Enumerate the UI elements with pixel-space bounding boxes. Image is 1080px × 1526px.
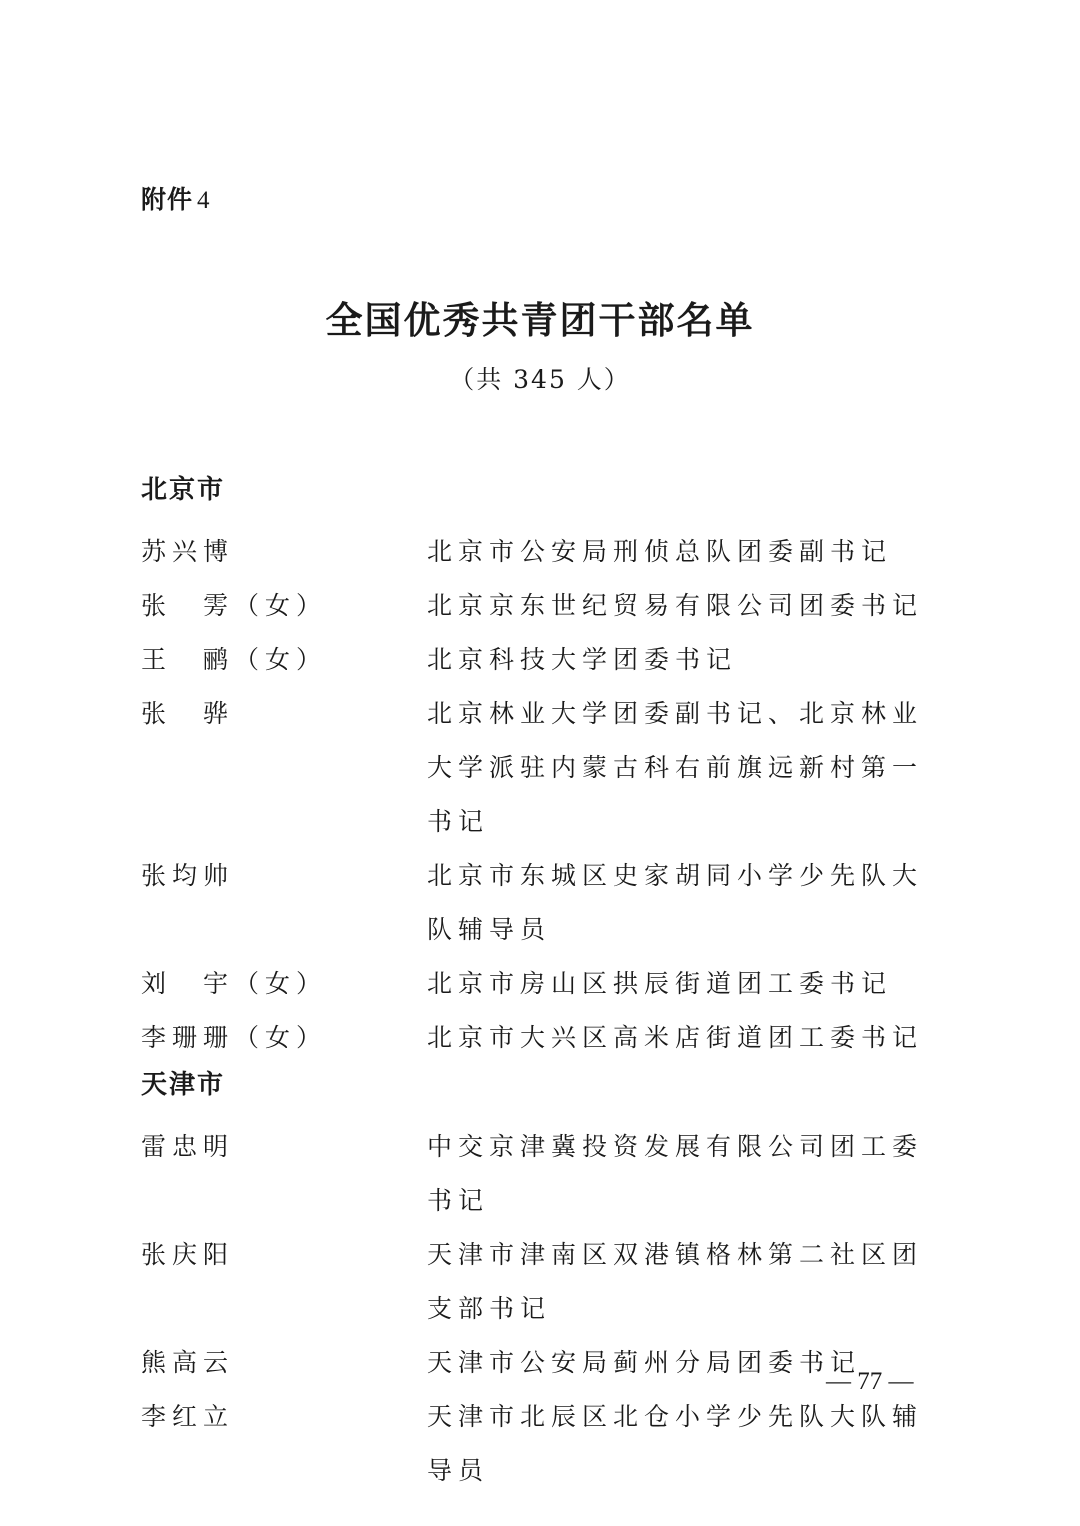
person-unit: 北京市房山区拱辰街道团工委书记 bbox=[427, 969, 893, 998]
list-item bbox=[141, 1011, 941, 1065]
person-unit: 天津市公安局蓟州分局团委书记 bbox=[427, 1348, 862, 1377]
attachment-label-text: 附件 bbox=[141, 185, 194, 214]
person-unit: 北京林业大学团委副书记、北京林业大学派驻内蒙古科右前旗远新村第一书记 bbox=[427, 699, 924, 836]
list-item bbox=[141, 1336, 941, 1390]
person-unit: 北京市公安局刑侦总队团委副书记 bbox=[427, 537, 893, 566]
person-name: 刘 宇（女） bbox=[141, 969, 328, 998]
person-unit: 北京京东世纪贸易有限公司团委书记 bbox=[427, 591, 924, 620]
person-name: 张庆阳 bbox=[141, 1240, 235, 1269]
document-subtitle: （共 345 人） bbox=[449, 365, 631, 394]
person-unit: 北京市东城区史家胡同小学少先队大队辅导员 bbox=[427, 861, 924, 944]
honoree-list bbox=[141, 470, 941, 1498]
document-title: 全国优秀共青团干部名单 bbox=[325, 298, 755, 342]
list-item bbox=[141, 579, 941, 633]
list-item bbox=[141, 1120, 941, 1228]
person-unit: 北京市大兴区高米店街道团工委书记 bbox=[427, 1023, 924, 1052]
page-number: — 77 — bbox=[826, 1368, 914, 1395]
list-item bbox=[141, 849, 941, 957]
person-unit: 北京科技大学团委书记 bbox=[427, 645, 738, 674]
attachment-label bbox=[141, 180, 211, 216]
person-unit: 中交京津冀投资发展有限公司团工委书记 bbox=[427, 1132, 924, 1215]
person-name: 雷忠明 bbox=[141, 1132, 235, 1161]
list-item bbox=[141, 633, 941, 687]
list-item bbox=[141, 525, 941, 579]
list-item bbox=[141, 957, 941, 1011]
person-name: 张 骅 bbox=[141, 699, 235, 728]
list-item bbox=[141, 687, 941, 849]
region-heading-beijing: 北京市 bbox=[141, 475, 226, 505]
list-item bbox=[141, 1228, 941, 1336]
attachment-number: 4 bbox=[197, 187, 211, 214]
person-name: 李红立 bbox=[141, 1402, 235, 1431]
person-name: 苏兴博 bbox=[141, 537, 235, 566]
person-name: 熊高云 bbox=[141, 1348, 235, 1377]
person-name: 李珊珊（女） bbox=[141, 1023, 328, 1052]
person-unit: 天津市津南区双港镇格林第二社区团支部书记 bbox=[427, 1240, 924, 1323]
list-item bbox=[141, 1390, 941, 1498]
person-unit: 天津市北辰区北仓小学少先队大队辅导员 bbox=[427, 1402, 924, 1485]
person-name: 张均帅 bbox=[141, 861, 235, 890]
region-heading-tianjin: 天津市 bbox=[141, 1070, 226, 1100]
person-name: 王 鹂（女） bbox=[141, 645, 328, 674]
person-name: 张 雱（女） bbox=[141, 591, 328, 620]
